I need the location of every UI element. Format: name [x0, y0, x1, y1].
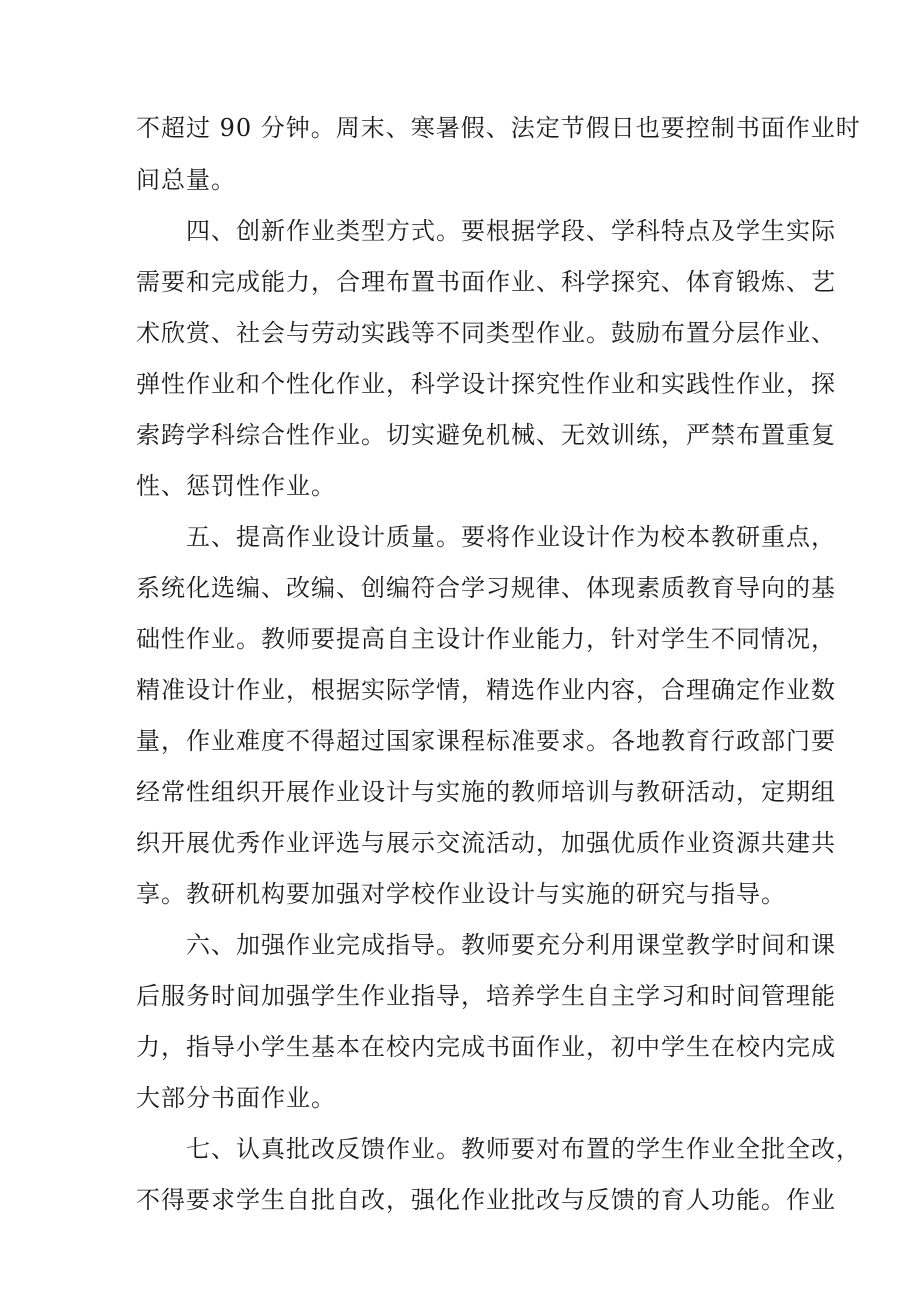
text-line: 弹性作业和个性化作业，科学设计探究性作业和实践性作业，探 — [136, 370, 836, 398]
text-line: 间总量。 — [136, 166, 236, 194]
text-line: 需要和完成能力，合理布置书面作业、科学探究、体育锻炼、艺 — [136, 268, 836, 296]
text-line: 后服务时间加强学生作业指导，培养学生自主学习和时间管理能 — [136, 982, 836, 1010]
text-line: 系统化选编、改编、创编符合学习规律、体现素质教育导向的基 — [136, 574, 836, 602]
paragraph-heading-line: 五、提高作业设计质量。要将作业设计作为校本教研重点， — [186, 523, 836, 551]
text-line: 不得要求学生自批自改，强化作业批改与反馈的育人功能。作业 — [136, 1186, 836, 1214]
text-line: 大部分书面作业。 — [136, 1084, 336, 1112]
text-line: 不超过 90 分钟。周末、寒暑假、法定节假日也要控制书面作业时 — [136, 114, 861, 142]
text-line: 术欣赏、社会与劳动实践等不同类型作业。鼓励布置分层作业、 — [136, 319, 836, 347]
text-line: 性、惩罚性作业。 — [136, 472, 336, 500]
text-line: 织开展优秀作业评选与展示交流活动，加强优质作业资源共建共 — [136, 829, 836, 857]
paragraph-heading-line: 四、创新作业类型方式。要根据学段、学科特点及学生实际 — [186, 217, 836, 245]
text-line: 量，作业难度不得超过国家课程标准要求。各地教育行政部门要 — [136, 727, 836, 755]
text-line: 力，指导小学生基本在校内完成书面作业，初中学生在校内完成 — [136, 1033, 836, 1061]
paragraph-heading-line: 六、加强作业完成指导。教师要充分利用课堂教学时间和课 — [186, 931, 836, 959]
text-line: 精准设计作业，根据实际学情，精选作业内容，合理确定作业数 — [136, 676, 836, 704]
text-line: 索跨学科综合性作业。切实避免机械、无效训练，严禁布置重复 — [136, 421, 836, 449]
paragraph-heading-line: 七、认真批改反馈作业。教师要对布置的学生作业全批全改， — [186, 1135, 861, 1163]
text-line: 经常性组织开展作业设计与实施的教师培训与教研活动，定期组 — [136, 778, 836, 806]
text-line: 础性作业。教师要提高自主设计作业能力，针对学生不同情况， — [136, 625, 836, 653]
text-line: 享。教研机构要加强对学校作业设计与实施的研究与指导。 — [136, 880, 786, 908]
